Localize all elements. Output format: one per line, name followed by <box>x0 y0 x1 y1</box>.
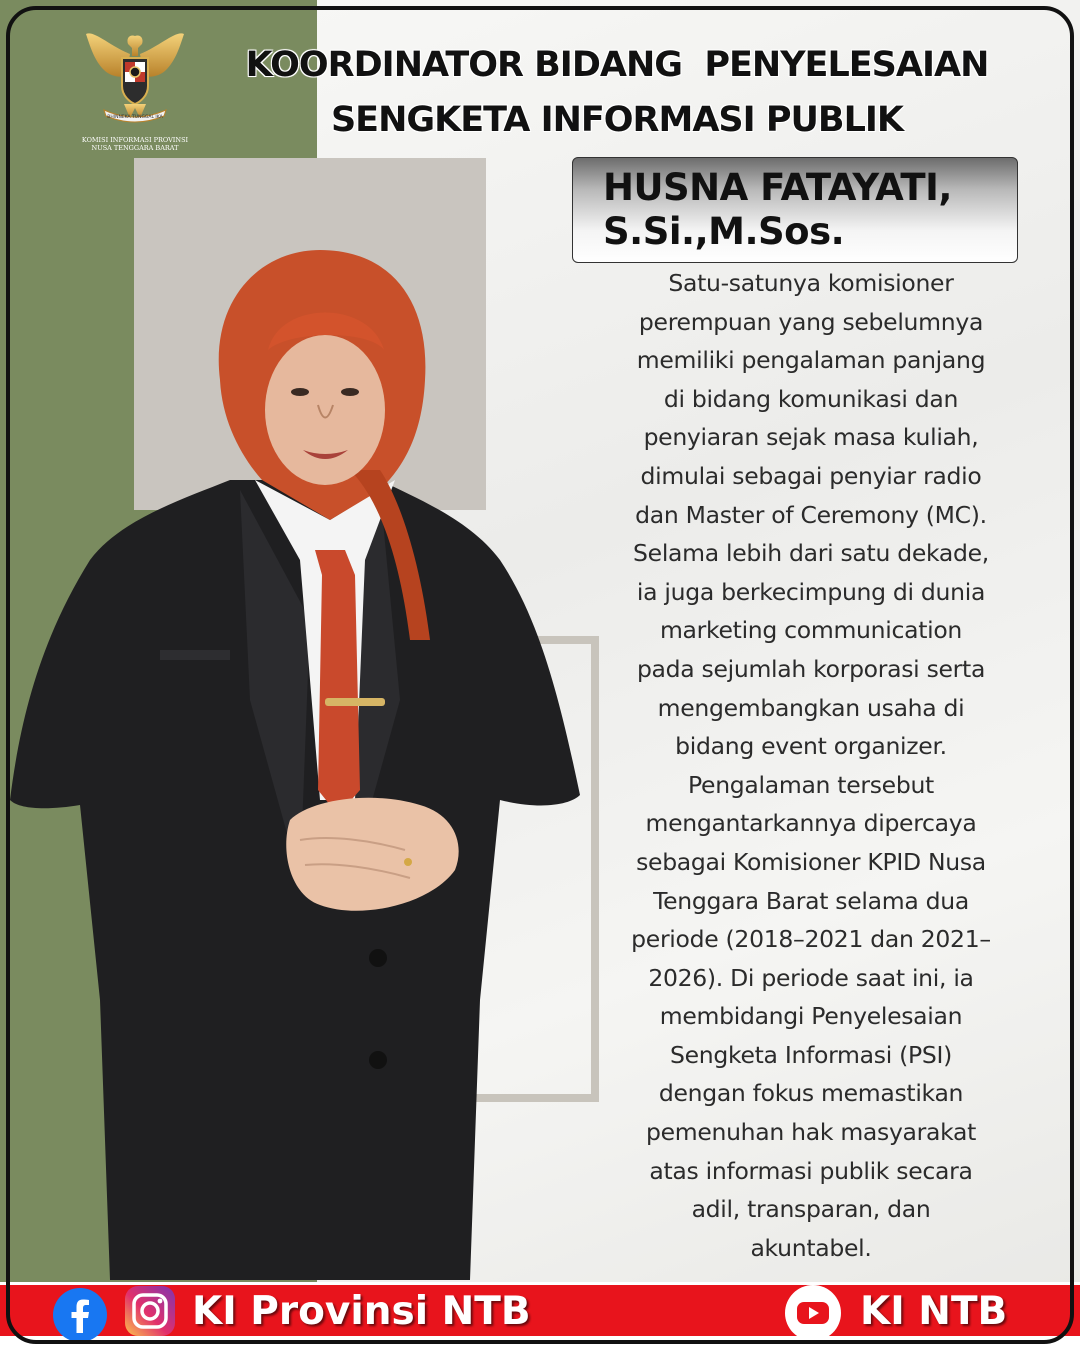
bio-line: Selama lebih dari satu dekade, <box>633 539 989 568</box>
bio-line: membidangi Penyelesaian <box>659 1002 963 1031</box>
bio-line: dan Master of Ceremony (MC). <box>635 500 987 529</box>
bio-line: Tenggara Barat selama dua <box>653 886 969 915</box>
bio-line: akuntabel. <box>750 1233 872 1262</box>
bio-line: periode (2018–2021 dan 2021– <box>631 925 991 954</box>
bio-line: atas informasi publik secara <box>649 1156 973 1185</box>
youtube-icon[interactable] <box>784 1284 842 1342</box>
footer-bottom-strip <box>0 1336 1080 1350</box>
title-line-2: SENGKETA INFORMASI PUBLIK <box>330 100 904 140</box>
bio-line: pemenuhan hak masyarakat <box>645 1118 977 1147</box>
bio-line: dimulai sebagai penyiar radio <box>640 461 982 490</box>
name-line-2: S.Si.,M.Sos. <box>603 210 845 253</box>
bio-line: Pengalaman tersebut <box>688 770 934 799</box>
bio-line: mengantarkannya dipercaya <box>645 809 977 838</box>
bio-line: bidang event organizer. <box>675 732 947 761</box>
bio-line: mengembangkan usaha di <box>657 693 965 722</box>
svg-text:BHINNEKA TUNGGAL IKA: BHINNEKA TUNGGAL IKA <box>107 115 163 120</box>
facebook-icon[interactable] <box>52 1287 108 1343</box>
bio-paragraph <box>596 264 1026 1267</box>
bio-line: sebagai Komisioner KPID Nusa <box>636 847 986 876</box>
title-line-1: KOORDINATOR BIDANG PENYELESAIAN <box>245 45 989 85</box>
bio-line: adil, transparan, dan <box>691 1195 931 1224</box>
name-line-1: HUSNA FATAYATI, <box>603 166 952 209</box>
bio-line: dengan fokus memastikan <box>658 1079 964 1108</box>
bio-line: memiliki pengalaman panjang <box>636 346 986 375</box>
bio-line: perempuan yang sebelumnya <box>638 307 984 336</box>
instagram-icon[interactable] <box>124 1285 176 1337</box>
emblem-caption-line2: NUSA TENGGARA BARAT <box>91 144 179 152</box>
bio-line: Satu-satunya komisioner <box>668 269 954 297</box>
bio-line: penyiaran sejak masa kuliah, <box>643 423 979 452</box>
bio-line: pada sejumlah korporasi serta <box>636 654 986 683</box>
bio-line: Sengketa Informasi (PSI) <box>670 1040 952 1069</box>
emblem-caption-line1: KOMISI INFORMASI PROVINSI <box>81 136 189 144</box>
bio-line: ia juga berkecimpung di dunia <box>636 577 986 606</box>
footer-social-label-right[interactable]: KI NTB <box>860 1289 1008 1334</box>
person-name <box>603 166 1023 254</box>
bio-line: marketing communication <box>659 616 963 645</box>
bio-line: di bidang komunikasi dan <box>663 384 959 413</box>
bio-line: 2026). Di periode saat ini, ia <box>648 963 974 992</box>
footer-social-label-left[interactable]: KI Provinsi NTB <box>192 1289 531 1334</box>
